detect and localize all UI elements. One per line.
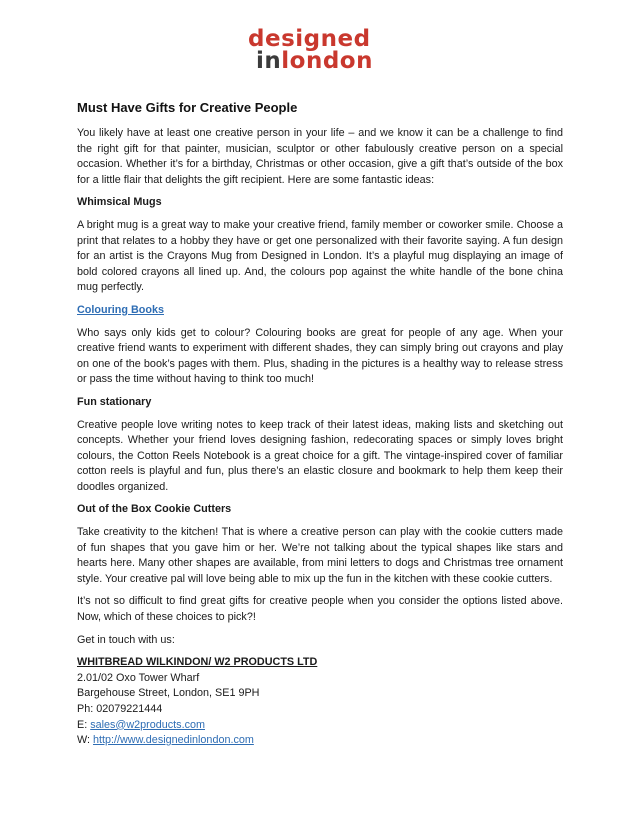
phone-line: Ph: 02079221444: [77, 703, 163, 715]
email-prefix: E:: [77, 718, 91, 731]
web-prefix: W:: [77, 734, 93, 747]
email-link[interactable]: sales@w2products.com: [90, 718, 205, 731]
brand-logo: [248, 28, 388, 72]
website-link[interactable]: http://www.designedinlondon.com: [93, 734, 254, 747]
section-heading-stationary: Fun stationary: [77, 395, 152, 408]
address-line-2: Bargehouse Street, London, SE1 9PH: [77, 687, 260, 700]
logo-line-inlondon: [248, 50, 388, 72]
closing-paragraph: It’s not so difficult to find great gifts for creative people when you consider the options listed above. Now, which of these choices to pick?!: [77, 595, 563, 624]
section-body-stationary: Creative people love writing notes to keep track of their latest ideas, making lists and sketching out concepts. Whether your friend loves designing fashion, redecorating spaces or simply loves bright colours, the Cotton Reels Notebook is a great choice for a gift. The vintage-inspired cover of familiar cotton reels is playful and fun, plus there’s an elastic closure and bookmark to help them keep their doodles organized.: [77, 418, 563, 493]
email-line: [77, 718, 563, 734]
section-heading-mugs: Whimsical Mugs: [77, 196, 162, 209]
contact-block: [77, 655, 563, 749]
web-line: [77, 733, 563, 749]
contact-intro: Get in touch with us:: [77, 633, 175, 646]
section-heading-cookie-cutters: Out of the Box Cookie Cutters: [77, 503, 232, 516]
logo-in: in: [256, 48, 282, 74]
section-heading-colouring-books-link[interactable]: Colouring Books: [77, 303, 164, 316]
address-line-1: 2.01/02 Oxo Tower Wharf: [77, 671, 200, 684]
intro-paragraph: You likely have at least one creative person in your life – and we know it can be a challenge to find the right gift for that painter, musician, sculptor or other fabulously creative person on a special occasion. Whether it’s for a birthday, Christmas or other occasion, give a gift that’s outside of the box for a little flair that delights the gift recipient. Here are some fantastic ideas:: [77, 127, 563, 186]
logo-london: london: [281, 48, 373, 74]
section-body-cookie-cutters: Take creativity to the kitchen! That is where a creative person can play with the cookie cutters made of fun shapes that you gave him or her. We’re not talking about the typical shapes like stars and hearts here. Many other shapes are available, from mini letters to dogs and Christmas tree ornament style. Your creative pal will love being able to mix up the fun in the kitchen with these cookie cutters.: [77, 526, 563, 585]
section-body-mugs: A bright mug is a great way to make your creative friend, family member or coworker smile. Choose a print that relates to a hobby they have or get one personalized with their favorite saying. A fun design for an artist is the Crayons Mug from Designed in London. It’s a playful mug displaying an image of bold colored crayons all lined up. And, the colours pop against the white handle of the bone china mug perfectly.: [77, 218, 563, 294]
page-title: Must Have Gifts for Creative People: [77, 100, 298, 115]
company-name: WHITBREAD WILKINDON/ W2 PRODUCTS LTD: [77, 656, 318, 669]
section-body-colouring-books: Who says only kids get to colour? Colouring books are great for people of any age. When your creative friend wants to experiment with different shades, they can simply bring out crayons and play on one of the book’s pages with them. Plus, shading in the pictures is a healthy way to release stress or pass the time without having to think too much!: [77, 326, 563, 386]
article-body: [77, 126, 563, 749]
logo-line-designed: designed: [248, 26, 371, 52]
